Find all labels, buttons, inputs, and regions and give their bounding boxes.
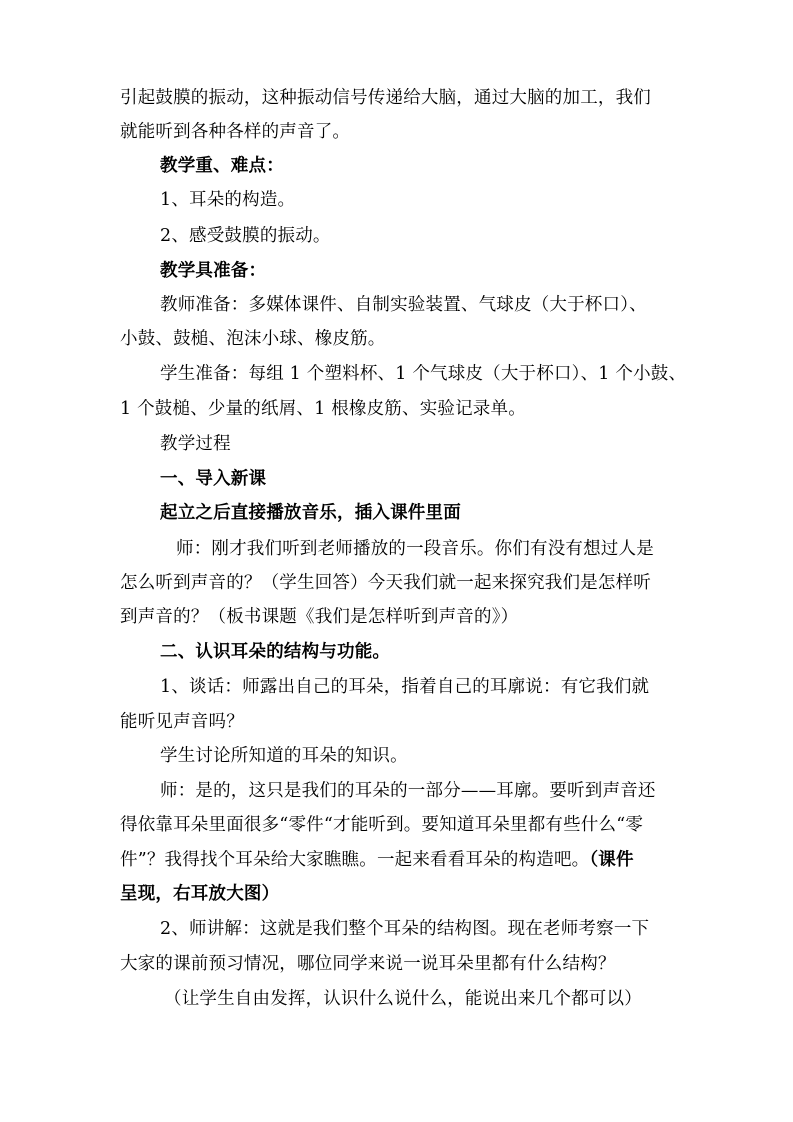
text-line: 师：是的，这只是我们的耳朵的一部分——耳廓。要听到声音还 bbox=[160, 781, 656, 801]
section-heading: 教学重、难点： bbox=[160, 156, 284, 176]
text-line: 到声音的？（板书课题《我们是怎样听到声音的》） bbox=[120, 607, 519, 627]
section-heading: 一、导入新课 bbox=[160, 469, 267, 489]
text-line: 引起鼓膜的振动，这种振动信号传递给大脑，通过大脑的加工，我们 bbox=[120, 88, 651, 108]
text-line: 2、感受鼓膜的振动。 bbox=[160, 226, 331, 246]
text-line: 能听见声音吗？ bbox=[120, 712, 244, 732]
bold-span: （课件 bbox=[589, 850, 634, 870]
text-line: 1 个鼓槌、少量的纸屑、1 根橡皮筋、实验记录单。 bbox=[120, 399, 526, 419]
text-line: 师：刚才我们听到老师播放的一段音乐。你们有没有想过人是 bbox=[176, 539, 654, 559]
text-line: 1、谈话：师露出自己的耳朵，指着自己的耳廓说：有它我们就 bbox=[160, 677, 650, 697]
text-span: 件”？我得找个耳朵给大家瞧瞧。一起来看看耳朵的构造吧。 bbox=[120, 850, 590, 870]
text-line: 大家的课前预习情况，哪位同学来说一说耳朵里都有什么结构？ bbox=[120, 954, 616, 974]
text-line: 教师准备：多媒体课件、自制实验装置、气球皮（大于杯口）、 bbox=[160, 295, 647, 315]
text-line: 学生准备：每组 1 个塑料杯、1 个气球皮（大于杯口）、1 个小鼓、 bbox=[160, 364, 687, 384]
section-heading: 二、认识耳朵的结构与功能。 bbox=[160, 642, 391, 662]
bold-note: 起立之后直接播放音乐，插入课件里面 bbox=[160, 503, 461, 523]
text-line bbox=[120, 843, 634, 877]
bold-note: 呈现，右耳放大图） bbox=[120, 884, 280, 904]
text-line: 教学过程 bbox=[160, 434, 231, 454]
text-line: 得依靠耳朵里面很多“零件“才能听到。要知道耳朵里都有些什么“零 bbox=[120, 815, 644, 835]
text-line: 1、耳朵的构造。 bbox=[160, 190, 296, 210]
text-line: （让学生自由发挥，认识什么说什么，能说出来几个都可以） bbox=[164, 989, 642, 1009]
text-line: 2、师讲解：这就是我们整个耳朵的结构图。现在老师考察一下 bbox=[160, 919, 650, 939]
text-line: 小鼓、鼓槌、泡沫小球、橡皮筋。 bbox=[120, 329, 386, 349]
text-line: 学生讨论所知道的耳朵的知识。 bbox=[160, 746, 408, 766]
section-heading: 教学具准备： bbox=[160, 261, 267, 281]
text-line: 怎么听到声音的？（学生回答）今天我们就一起来探究我们是怎样听 bbox=[120, 573, 651, 593]
text-line: 就能听到各种各样的声音了。 bbox=[120, 122, 351, 142]
